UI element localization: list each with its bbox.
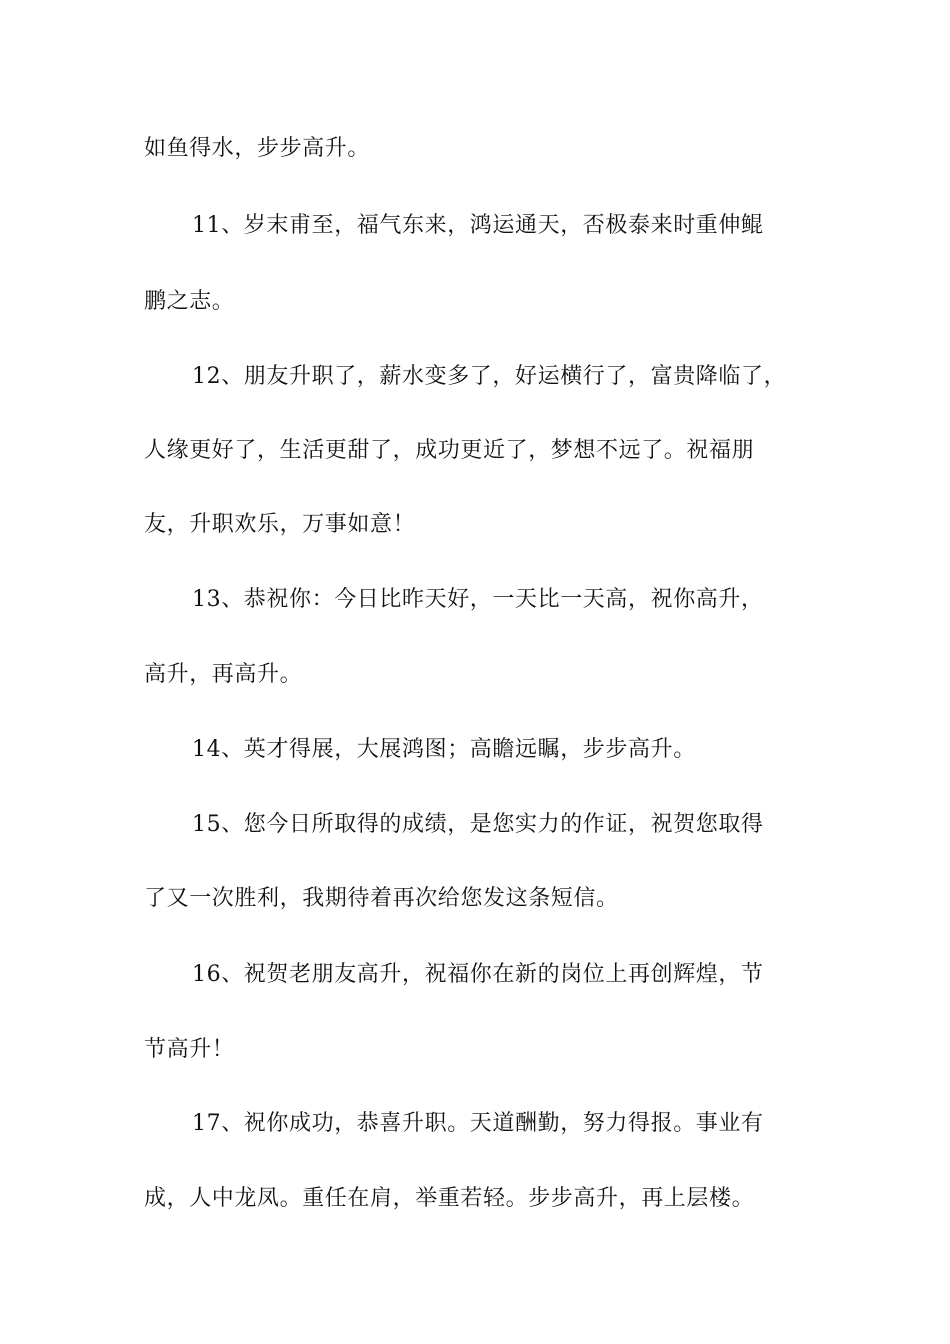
text-line: 节高升！: [144, 1037, 235, 1062]
text-line: 11、岁末甫至，福气东来，鸿运通天，否极泰来时重伸鲲: [192, 213, 764, 238]
text-line: 16、祝贺老朋友高升，祝福你在新的岗位上再创辉煌，节: [192, 962, 764, 987]
text-line: 鹏之志。: [144, 289, 235, 314]
text-line: 友，升职欢乐，万事如意！: [144, 512, 416, 537]
text-line: 12、朋友升职了，薪水变多了，好运横行了，富贵降临了，: [192, 364, 787, 389]
text-line: 13、恭祝你：今日比昨天好，一天比一天高，祝你高升，: [192, 587, 764, 612]
text-line: 如鱼得水，步步高升。: [144, 136, 371, 161]
text-line: 成，人中龙凤。重任在肩，举重若轻。步步高升，再上层楼。: [144, 1186, 755, 1211]
text-line: 了又一次胜利，我期待着再次给您发这条短信。: [144, 886, 619, 911]
text-line: 人缘更好了，生活更甜了，成功更近了，梦想不远了。祝福朋: [144, 438, 755, 463]
text-line: 17、祝你成功，恭喜升职。天道酬勤，努力得报。事业有: [192, 1111, 764, 1136]
text-line: 15、您今日所取得的成绩，是您实力的作证，祝贺您取得: [192, 812, 764, 837]
text-line: 14、英才得展，大展鸿图；高瞻远瞩，步步高升。: [192, 737, 696, 762]
text-line: 高升，再高升。: [144, 662, 303, 687]
